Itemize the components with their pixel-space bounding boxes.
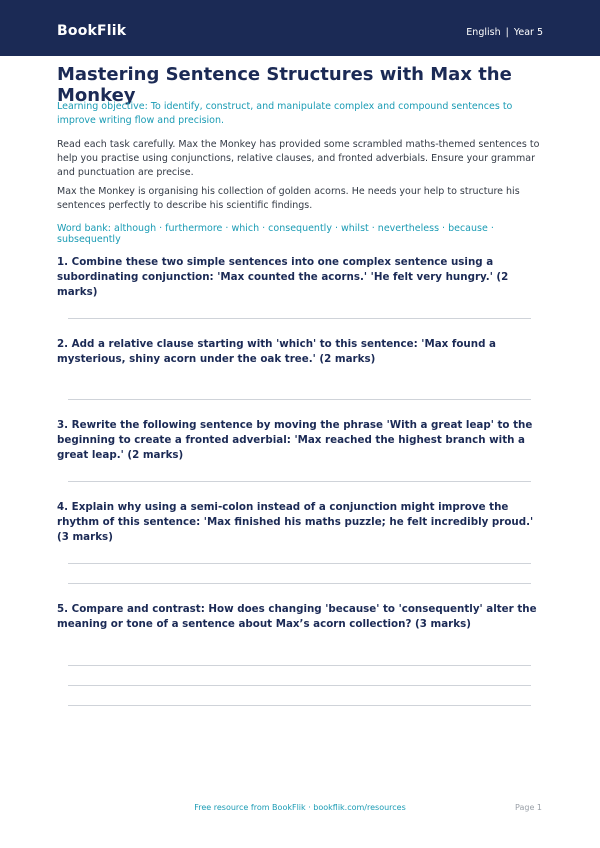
answer-line[interactable] (68, 318, 531, 319)
answer-line[interactable] (68, 399, 531, 400)
answer-line[interactable] (68, 705, 531, 706)
question-1: 1. Combine these two simple sentences into one complex sentence using a subordinating conjunction: 'Max counted the acorns.' 'He felt very hungry.' (2 marks) (57, 256, 509, 298)
intro-paragraph: Max the Monkey is organising his collection of golden acorns. He needs your help to structure his sentences perfectly to describe his scientific findings. (57, 186, 520, 211)
learning-objective: Learning objective: To identify, construct, and manipulate complex and compound sentences to improve writing flow and precision. (57, 101, 513, 126)
footer-link[interactable]: Free resource from BookFlik · bookflik.com/resources (194, 803, 406, 812)
subject-year (466, 27, 543, 38)
page-header (0, 0, 600, 56)
answer-line[interactable] (68, 481, 531, 482)
meta-separator: | (505, 27, 509, 38)
subject-label: English (466, 27, 501, 38)
word-bank: Word bank: although · furthermore · which · consequently · whilst · nevertheless · because · subsequently (57, 223, 494, 245)
question-3: 3. Rewrite the following sentence by moving the phrase 'With a great leap' to the beginning to create a fronted adverbial: 'Max reached the highest branch with a great leap.' (2 marks) (57, 419, 533, 461)
answer-line[interactable] (68, 563, 531, 564)
page-number: Page 1 (515, 803, 542, 812)
answer-line[interactable] (68, 685, 531, 686)
question-5: 5. Compare and contrast: How does changing 'because' to 'consequently' alter the meaning or tone of a sentence about Max’s acorn collection? (3 marks) (57, 603, 537, 630)
question-4: 4. Explain why using a semi-colon instead of a conjunction might improve the rhythm of this sentence: 'Max finished his maths puzzle; he felt incredibly proud.' (3 marks) (57, 501, 534, 543)
year-label: Year 5 (513, 27, 543, 38)
page-title: Mastering Sentence Structures with Max the Monkey (57, 64, 512, 106)
brand-logo: BookFlik (57, 23, 127, 39)
answer-line[interactable] (68, 583, 531, 584)
intro-paragraph: Read each task carefully. Max the Monkey has provided some scrambled maths-themed sentences to help you practise using conjunctions, relative clauses, and fronted adverbials. Ensure your grammar and punctuation are precise. (57, 139, 540, 178)
answer-line[interactable] (68, 665, 531, 666)
question-2: 2. Add a relative clause starting with 'which' to this sentence: 'Max found a mysterious, shiny acorn under the oak tree.' (2 marks) (57, 338, 497, 365)
